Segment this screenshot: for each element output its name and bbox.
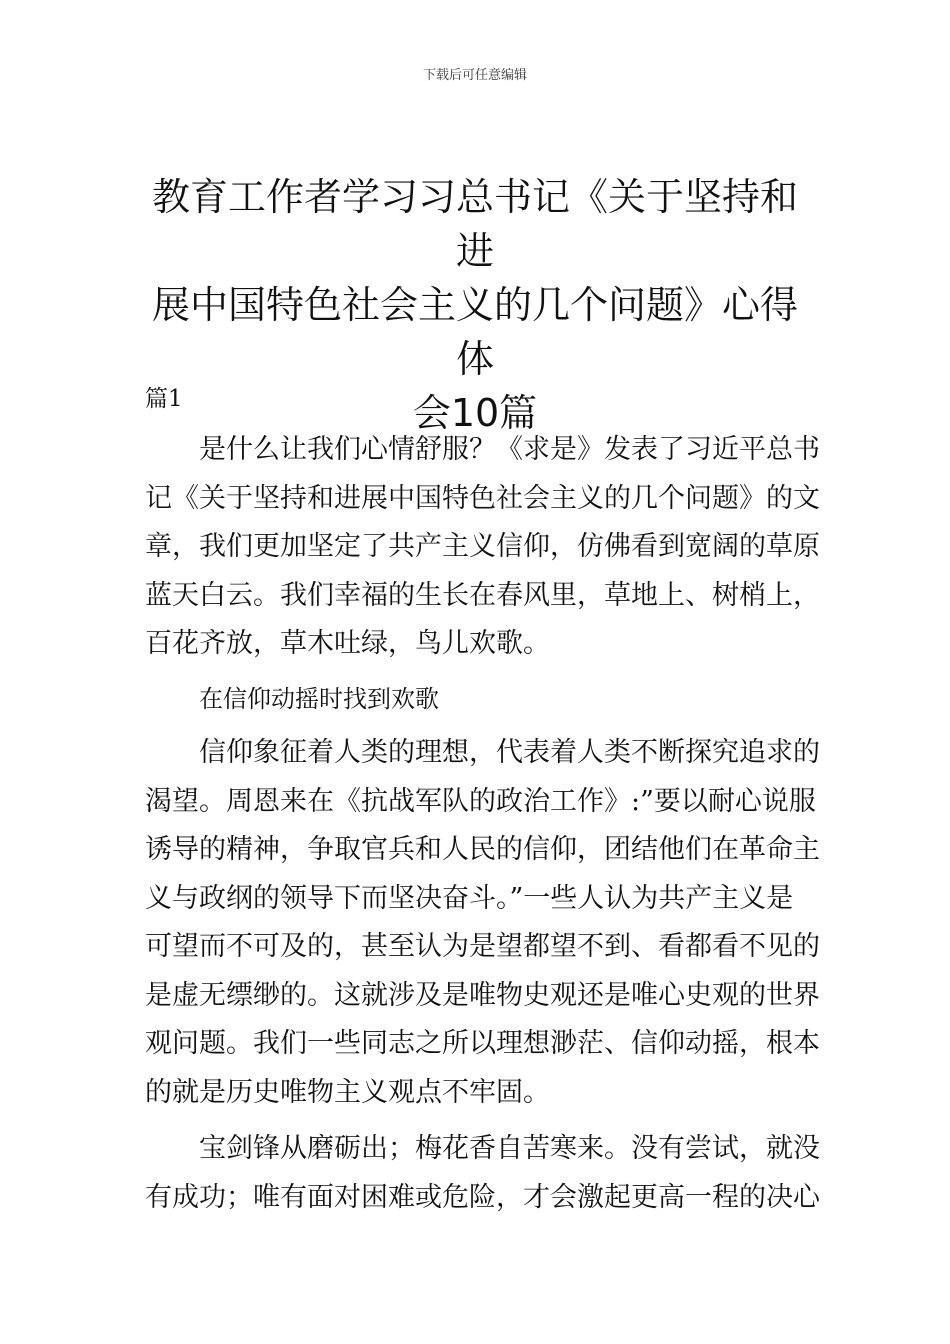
paragraph-line: 的就是历史唯物主义观点不牢固。 [145,1076,550,1108]
header-note: 下载后可任意编辑 [422,68,527,83]
section-label: 篇1 [145,386,183,412]
paragraph-line: 宝剑锋从磨砺出；梅花香自苦寒来。没有尝试，就没 [199,1133,820,1164]
paragraph [145,729,820,1117]
title-line: 教育工作者学习习总书记《关于坚持和进 [151,175,798,273]
paragraph-line: 是什么让我们心情舒服？《求是》发表了习近平总书 [199,434,820,465]
subheading [145,675,810,724]
paragraph-line: 章，我们更加坚定了共产主义信仰，仿佛看到宽阔的草原 [145,531,820,562]
paragraph-line: 有成功；唯有面对困难或危险，才会激起更高一程的决心 [145,1181,820,1213]
paragraph-line: 蓝天白云。我们幸福的生长在春风里，草地上、树梢上， [145,579,820,611]
document-title [140,170,810,440]
paragraph [145,1125,820,1222]
paragraph-line: 记《关于坚持和进展中国特色社会主义的几个问题》的文 [145,482,820,514]
paragraph-line: 渴望。周恩来在《抗战军队的政治工作》:”要以耐心说服 [145,785,816,817]
paragraph-line: 可望而不可及的，甚至认为是望都望不到、看都看不见的 [145,931,820,962]
subheading-line: 在信仰动摇时找到欢歌 [199,684,439,713]
paragraph-line: 义与政纲的领导下而坚决奋斗。”一些人认为共产主义是 [145,882,794,914]
title-line: 会10篇 [412,391,538,435]
paragraph-line: 观问题。我们一些同志之所以理想渺茫、信仰动摇，根本 [145,1028,820,1059]
paragraph-line: 信仰象征着人类的理想，代表着人类不断探究追求的 [199,737,820,768]
title-line: 展中国特色社会主义的几个问题》心得体 [151,283,798,381]
paragraph [145,426,820,669]
paragraph-line: 百花齐放，草木吐绿，鸟儿欢歌。 [145,628,550,659]
paragraph-line: 是虚无缥缈的。这就涉及是唯物史观还是唯心史观的世界 [145,979,820,1011]
document-body [145,426,820,1222]
paragraph-line: 诱导的精神，争取官兵和人民的信仰，团结他们在革命主 [145,834,820,865]
